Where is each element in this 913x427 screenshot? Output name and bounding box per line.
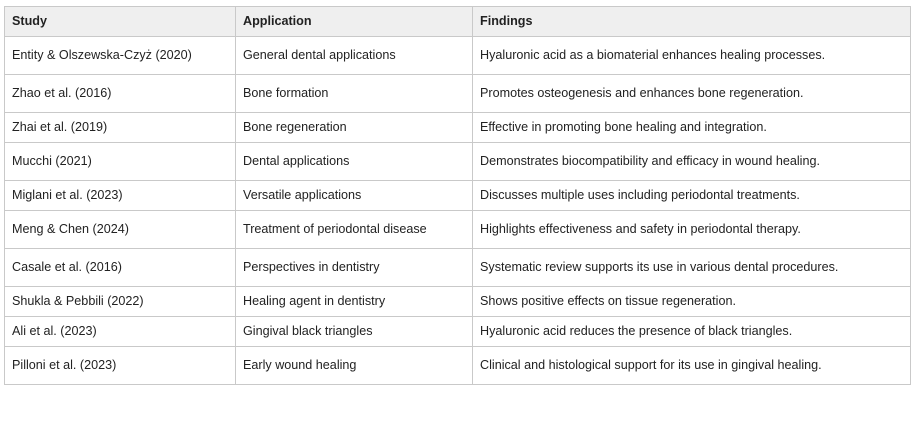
header-application: Application xyxy=(236,7,473,37)
findings-cell: Shows positive effects on tissue regeneration. xyxy=(473,287,911,317)
findings-cell: Systematic review supports its use in various dental procedures. xyxy=(473,249,911,287)
application-cell: Early wound healing xyxy=(236,347,473,385)
header-study: Study xyxy=(5,7,236,37)
study-cell: Miglani et al. (2023) xyxy=(5,181,236,211)
table-row xyxy=(5,211,911,249)
findings-cell: Demonstrates biocompatibility and efficacy in wound healing. xyxy=(473,143,911,181)
header-findings: Findings xyxy=(473,7,911,37)
application-cell: Versatile applications xyxy=(236,181,473,211)
studies-table xyxy=(4,6,911,385)
findings-cell: Promotes osteogenesis and enhances bone regeneration. xyxy=(473,75,911,113)
application-cell: Gingival black triangles xyxy=(236,317,473,347)
table-row xyxy=(5,143,911,181)
application-cell: Dental applications xyxy=(236,143,473,181)
application-cell: Bone formation xyxy=(236,75,473,113)
table-row xyxy=(5,75,911,113)
study-cell: Ali et al. (2023) xyxy=(5,317,236,347)
findings-cell: Hyaluronic acid reduces the presence of black triangles. xyxy=(473,317,911,347)
study-cell: Zhao et al. (2016) xyxy=(5,75,236,113)
table-row xyxy=(5,181,911,211)
study-cell: Entity & Olszewska-Czyż (2020) xyxy=(5,37,236,75)
application-cell: Healing agent in dentistry xyxy=(236,287,473,317)
study-cell: Zhai et al. (2019) xyxy=(5,113,236,143)
table-row xyxy=(5,249,911,287)
application-cell: Bone regeneration xyxy=(236,113,473,143)
table-header-row xyxy=(5,7,911,37)
application-cell: Treatment of periodontal disease xyxy=(236,211,473,249)
findings-cell: Highlights effectiveness and safety in periodontal therapy. xyxy=(473,211,911,249)
table-row xyxy=(5,347,911,385)
application-cell: Perspectives in dentistry xyxy=(236,249,473,287)
application-cell: General dental applications xyxy=(236,37,473,75)
findings-cell: Discusses multiple uses including periodontal treatments. xyxy=(473,181,911,211)
table-row xyxy=(5,37,911,75)
study-cell: Meng & Chen (2024) xyxy=(5,211,236,249)
study-cell: Pilloni et al. (2023) xyxy=(5,347,236,385)
table-row xyxy=(5,113,911,143)
findings-cell: Hyaluronic acid as a biomaterial enhances healing processes. xyxy=(473,37,911,75)
findings-cell: Effective in promoting bone healing and integration. xyxy=(473,113,911,143)
study-cell: Casale et al. (2016) xyxy=(5,249,236,287)
study-cell: Shukla & Pebbili (2022) xyxy=(5,287,236,317)
table-row xyxy=(5,317,911,347)
findings-cell: Clinical and histological support for its use in gingival healing. xyxy=(473,347,911,385)
study-cell: Mucchi (2021) xyxy=(5,143,236,181)
table-row xyxy=(5,287,911,317)
